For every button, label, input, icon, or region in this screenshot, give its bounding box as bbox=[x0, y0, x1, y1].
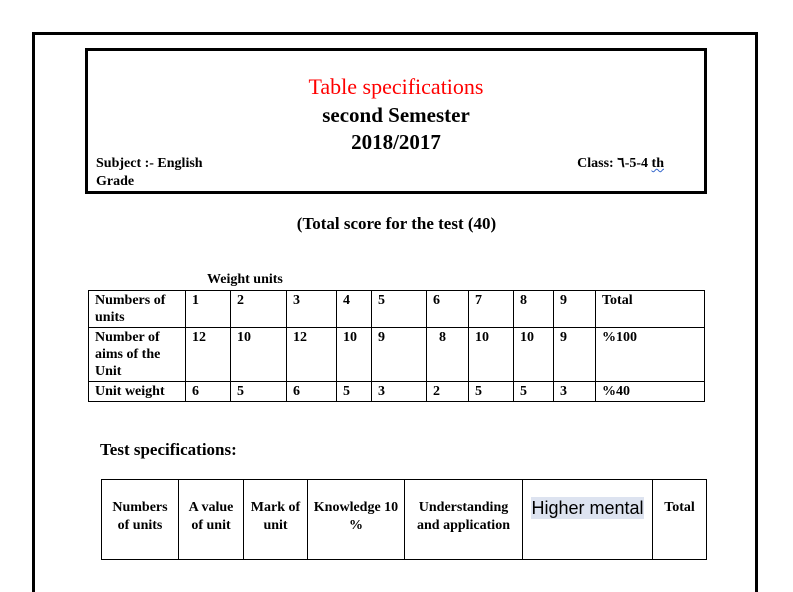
table-row bbox=[89, 291, 705, 328]
higher-mental-label: Higher mental bbox=[531, 498, 644, 518]
subject-label: Subject :- English bbox=[96, 156, 203, 171]
total-cell: Total bbox=[596, 291, 705, 328]
academic-year: 2018/2017 bbox=[351, 130, 441, 154]
table-header-row bbox=[102, 480, 707, 560]
table-cell: 7 bbox=[469, 291, 514, 328]
table-cell: 5 bbox=[231, 382, 287, 402]
table-cell: 2 bbox=[427, 382, 469, 402]
column-header: Understanding and application bbox=[405, 480, 523, 560]
class-label: Class: bbox=[577, 156, 618, 171]
table-cell: 12 bbox=[287, 328, 337, 382]
column-header: Mark of unit bbox=[244, 480, 308, 560]
column-header: A value of unit bbox=[179, 480, 244, 560]
table-cell: 5 bbox=[469, 382, 514, 402]
column-header: Numbers of units bbox=[102, 480, 179, 560]
column-header bbox=[523, 480, 653, 560]
semester-label: second Semester bbox=[322, 103, 470, 127]
table-cell: 5 bbox=[514, 382, 554, 402]
table-cell: 10 bbox=[514, 328, 554, 382]
table-cell: 4 bbox=[337, 291, 372, 328]
test-specifications-heading: Test specifications: bbox=[100, 440, 237, 459]
table-cell: 9 bbox=[372, 328, 427, 382]
table-cell: 5 bbox=[372, 291, 427, 328]
row-label: Number of aims of the Unit bbox=[89, 328, 186, 382]
subject-info bbox=[96, 155, 203, 191]
weight-units-table bbox=[88, 290, 705, 402]
test-specifications-table bbox=[101, 479, 707, 560]
table-row bbox=[89, 328, 705, 382]
table-cell: 3 bbox=[372, 382, 427, 402]
table-cell: 10 bbox=[231, 328, 287, 382]
class-value: ٦-5-4 bbox=[617, 156, 649, 171]
table-cell: 10 bbox=[469, 328, 514, 382]
document-header bbox=[85, 48, 707, 194]
table-cell: 3 bbox=[287, 291, 337, 328]
table-row bbox=[89, 382, 705, 402]
table-cell: 6 bbox=[186, 382, 231, 402]
document-title: Table specifications bbox=[308, 74, 484, 99]
table-cell: 9 bbox=[554, 291, 596, 328]
row-label: Numbers of units bbox=[89, 291, 186, 328]
table-cell: 12 bbox=[186, 328, 231, 382]
table-cell: 6 bbox=[427, 291, 469, 328]
table-cell: 8 bbox=[514, 291, 554, 328]
weight-units-caption: Weight units bbox=[207, 272, 283, 287]
column-header: Total bbox=[653, 480, 707, 560]
row-label: Unit weight bbox=[89, 382, 186, 402]
table-cell: 9 bbox=[554, 328, 596, 382]
table-cell: 6 bbox=[287, 382, 337, 402]
table-cell: 2 bbox=[231, 291, 287, 328]
class-info bbox=[577, 155, 664, 173]
total-score-note: (Total score for the test (40) bbox=[296, 214, 497, 233]
table-cell: 5 bbox=[337, 382, 372, 402]
class-suffix: th bbox=[651, 156, 664, 171]
table-cell: 1 bbox=[186, 291, 231, 328]
table-cell: 8 bbox=[427, 328, 469, 382]
grade-label: Grade bbox=[96, 174, 135, 189]
total-cell: %100 bbox=[596, 328, 705, 382]
table-cell: 10 bbox=[337, 328, 372, 382]
table-cell: 3 bbox=[554, 382, 596, 402]
column-header: Knowledge 10 % bbox=[308, 480, 405, 560]
total-cell: %40 bbox=[596, 382, 705, 402]
